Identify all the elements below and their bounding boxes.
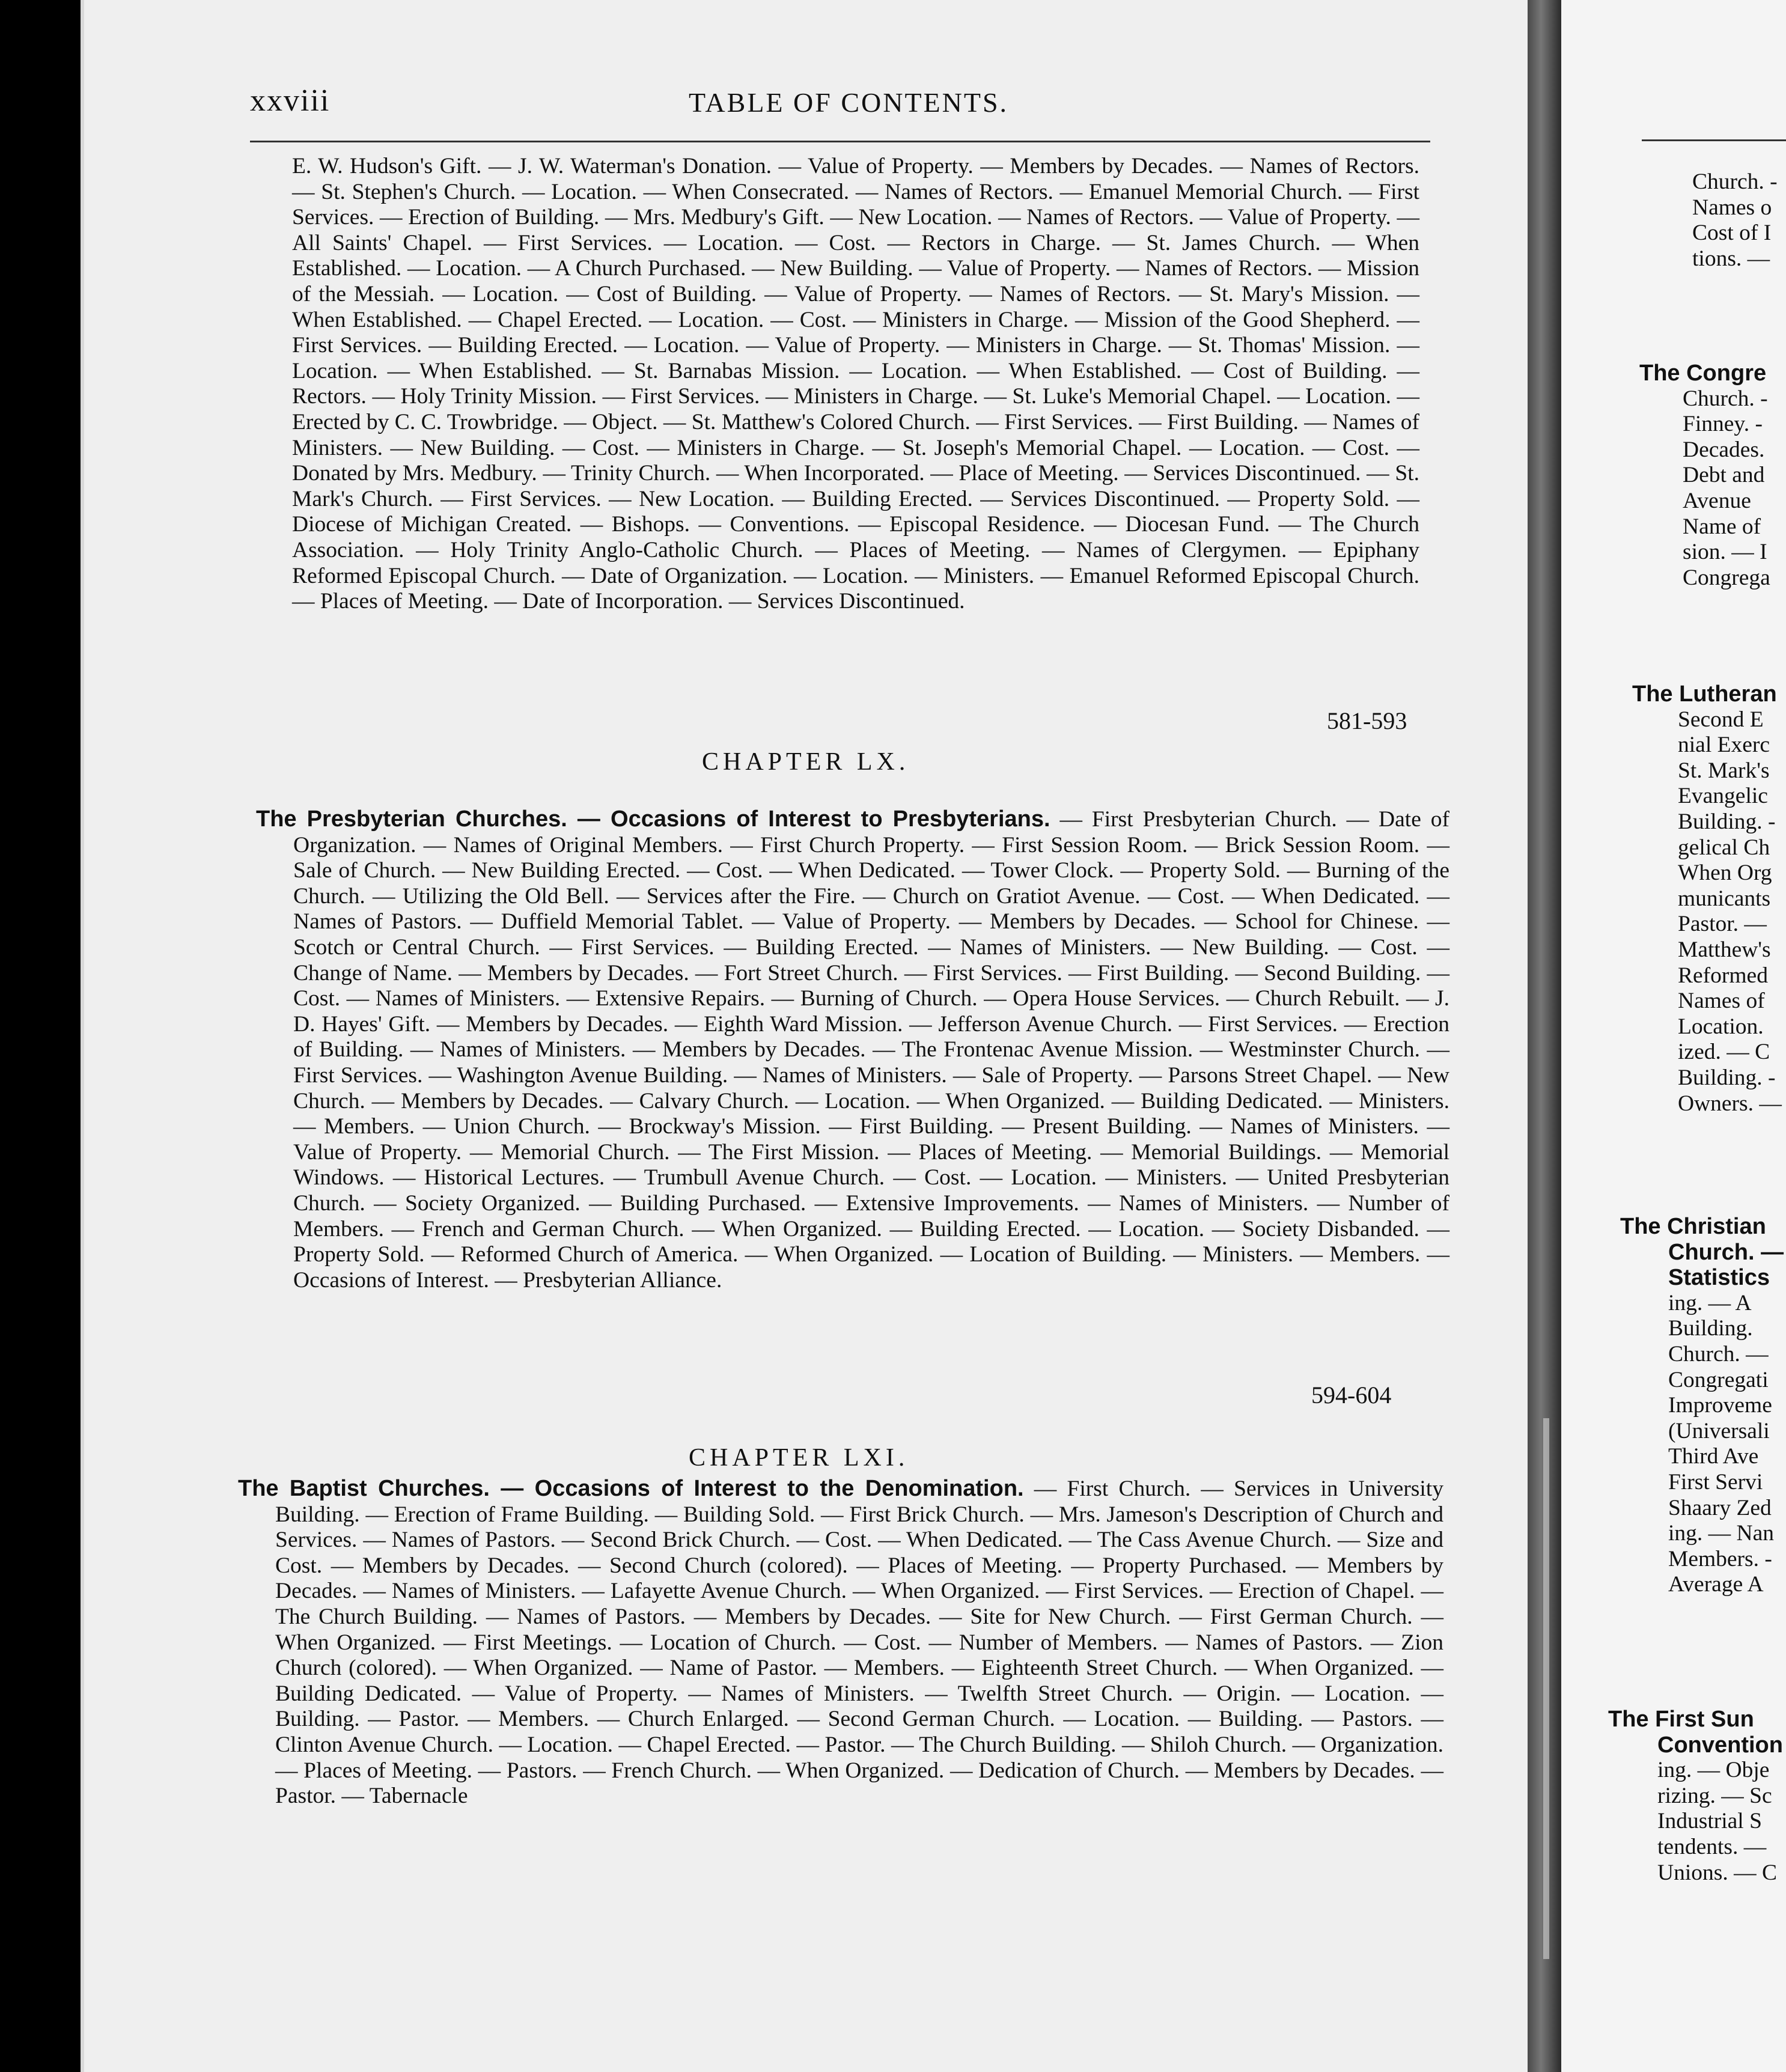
right-group-4-sub: Statistics: [1668, 1265, 1770, 1291]
right-line: Building. -: [1678, 1065, 1776, 1090]
right-line: Church. -: [1683, 386, 1768, 411]
right-line: Matthew's: [1678, 937, 1771, 962]
page-range-ch60: 594-604: [1311, 1382, 1392, 1409]
running-head: TABLE OF CONTENTS.: [689, 87, 1009, 118]
chapter-60-summary: [256, 806, 1449, 1293]
right-group-3-title: The Lutheran: [1632, 681, 1777, 707]
chapter-59-continuation: [292, 154, 1419, 615]
right-line: ing. — A: [1668, 1290, 1752, 1315]
right-line: St. Mark's: [1678, 758, 1770, 783]
right-line: Congrega: [1683, 565, 1770, 590]
page-header: [250, 83, 1430, 125]
right-line: Debt and: [1683, 463, 1765, 488]
right-group-5: [1608, 1707, 1783, 1886]
right-group-2-title: The Congre: [1639, 361, 1767, 386]
right-line: Church. —: [1668, 1341, 1769, 1367]
right-line: ing. — Obje: [1657, 1758, 1770, 1783]
right-line: tendents. —: [1657, 1834, 1767, 1859]
header-rule: [250, 141, 1430, 142]
right-line: Improveme: [1668, 1393, 1772, 1418]
page-edge-shadow: [1543, 1418, 1549, 1959]
page-number: xxviii: [250, 84, 331, 118]
right-line: rizing. — Sc: [1657, 1783, 1772, 1808]
right-header-rule: [1642, 139, 1786, 141]
right-line: Evangelic: [1678, 784, 1768, 809]
right-line: municants: [1678, 886, 1771, 911]
right-line: Reformed: [1678, 963, 1768, 988]
right-line: Shaary Zed: [1668, 1495, 1772, 1520]
chapter-61-heading: CHAPTER LXI.: [689, 1444, 909, 1472]
right-group-1: [1692, 169, 1778, 272]
chapter-61-title: The Baptist Churches. — Occasions of Interest to the Denomination.: [238, 1476, 1024, 1501]
right-line: Building.: [1668, 1316, 1753, 1341]
right-line: Average A: [1668, 1572, 1764, 1597]
right-line: Cost of I: [1692, 221, 1772, 246]
right-line: Industrial S: [1657, 1809, 1762, 1834]
right-line: Third Ave: [1668, 1444, 1759, 1469]
right-line: Finney. -: [1683, 412, 1763, 437]
continuation-text: E. W. Hudson's Gift. — J. W. Waterman's Donation. — Value of Property. — Members by Decades. — Names of Rectors. — St. Stephen's Church. — Location. — When Consecrated. — Names of Rectors. — Emanuel Memorial Church. — First Services. — Erection of Building. — Mrs. Medbury's Gift. — New Location. — Names of Rectors. — Value of Property. — All Saints' Chapel. — First Services. — Location. — Cost. — Rectors in Charge. — St. James Church. — When Established. — Location. — A Church Purchased. — New Building. — Value of Property. — Names of Rectors. — Mission of the Messiah. — Location. — Cost of Building. — Value of Property. — Names of Rectors. — St. Mary's Mission. — When Established. — Chapel Erected. — Location. — Cost. — Ministers in Charge. — Mission of the Good Shepherd. — First Services. — Building Erected. — Location. — Value of Property. — Ministers in Charge. — St. Thomas' Mission. — Location. — When Established. — St. Barnabas Mission. — Location. — When Established. — Cost of Building. — Rectors. — Holy Trinity Mission. — First Services. — Ministers in Charge. — St. Luke's Memorial Chapel. — Location. — Erected by C. C. Trowbridge. — Object. — St. Matthew's Colored Church. — First Services. — First Building. — Names of Ministers. — New Building. — Cost. — Ministers in Charge. — St. Joseph's Memorial Chapel. — Location. — Cost. — Donated by Mrs. Medbury. — Trinity Church. — When Incorporated. — Place of Meeting. — Services Discontinued. — St. Mark's Church. — First Services. — New Location. — Building Erected. — Services Discontinued. — Property Sold. — Diocese of Michigan Created. — Bishops. — Conventions. — Episcopal Residence. — Diocesan Fund. — The Church Association. — Holy Trinity Anglo-Catholic Church. — Places of Meeting. — Names of Clergymen. — Epiphany Reformed Episcopal Church. — Date of Organization. — Location. — Ministers. — Emanuel Reformed Episcopal Church. — Places of Meeting. — Date of Incorporation. — Services Discontinued.: [292, 154, 1419, 614]
right-line: ized. — C: [1678, 1040, 1770, 1065]
right-group-5-sub: Convention: [1657, 1732, 1783, 1758]
right-line: Church. -: [1692, 169, 1778, 194]
right-group-2: [1639, 361, 1770, 591]
right-group-4-sub: Church. —: [1668, 1239, 1784, 1265]
right-line: Names of: [1678, 989, 1765, 1014]
right-line: Location.: [1678, 1014, 1764, 1039]
chapter-60-title: The Presbyterian Churches. — Occasions of Interest to Presbyterians.: [256, 806, 1050, 832]
right-line: First Servi: [1668, 1469, 1763, 1495]
right-line: Members. -: [1668, 1546, 1772, 1571]
right-line: Unions. — C: [1657, 1860, 1777, 1885]
right-line: ing. — Nan: [1668, 1521, 1775, 1546]
right-line: Decades.: [1683, 437, 1765, 462]
right-line: gelical Ch: [1678, 835, 1770, 860]
right-group-4: [1620, 1214, 1784, 1598]
right-line: Building. -: [1678, 809, 1776, 834]
right-line: sion. — I: [1683, 540, 1767, 565]
right-line: nial Exerc: [1678, 733, 1770, 758]
right-line: tions. —: [1692, 246, 1770, 271]
right-line: Name of: [1683, 514, 1761, 539]
right-group-5-title: The First Sun: [1608, 1707, 1754, 1732]
right-line: Congregati: [1668, 1367, 1769, 1392]
right-group-4-title: The Christian: [1620, 1214, 1766, 1239]
right-line: (Universali: [1668, 1418, 1770, 1443]
right-line: Second E: [1678, 707, 1764, 732]
right-line: Avenue: [1683, 488, 1751, 513]
right-line: Pastor. —: [1678, 912, 1767, 937]
chapter-61-summary: [238, 1476, 1443, 1809]
chapter-61-text: — First Church. — Services in University Building. — Erection of Frame Building. — Building Sold. — First Brick Church. — Mrs. Jameson's Description of Church and Services. — Names of Pastors. — Second Brick Church. — Cost. — When Dedicated. — The Cass Avenue Church. — Size and Cost. — Members by Decades. — Second Church (colored). — Places of Meeting. — Property Purchased. — Members by Decades. — Names of Ministers. — Lafayette Avenue Church. — When Organized. — First Services. — Erection of Chapel. — The Church Building. — Names of Pastors. — Members by Decades. — Site for New Church. — First German Church. — When Organized. — First Meetings. — Location of Church. — Cost. — Number of Members. — Names of Pastors. — Zion Church (colored). — When Organized. — Name of Pastor. — Members. — Eighteenth Street Church. — When Organized. — Building Dedicated. — Value of Property. — Names of Ministers. — Twelfth Street Church. — Origin. — Location. — Building. — Pastor. — Members. — Church Enlarged. — Second German Church. — Location. — Building. — Pastors. — Clinton Avenue Church. — Location. — Chapel Erected. — Pastor. — The Church Building. — Shiloh Church. — Organization. — Places of Meeting. — Pastors. — French Church. — When Organized. — Dedication of Church. — Members by Decades. — Pastor. — Tabernacle: [275, 1476, 1443, 1809]
chapter-60-heading: CHAPTER LX.: [702, 748, 910, 776]
page-range-ch59: 581-593: [1327, 707, 1407, 734]
right-group-3: [1632, 681, 1782, 1117]
chapter-60-text: — First Presbyterian Church. — Date of Organization. — Names of Original Members. — First Church Property. — First Session Room. — Brick Session Room. — Sale of Church. — New Building Erected. — Cost. — When Dedicated. — Tower Clock. — Property Sold. — Burning of the Church. — Utilizing the Old Bell. — Services after the Fire. — Church on Gratiot Avenue. — Cost. — When Dedicated. — Names of Pastors. — Duffield Memorial Tablet. — Value of Property. — Members by Decades. — School for Chinese. — Scotch or Central Church. — First Services. — Building Erected. — Names of Ministers. — New Building. — Cost. — Change of Name. — Members by Decades. — Fort Street Church. — First Services. — First Building. — Second Building. — Cost. — Names of Ministers. — Extensive Repairs. — Burning of Church. — Opera House Services. — Church Rebuilt. — J. D. Hayes' Gift. — Members by Decades. — Eighth Ward Mission. — Jefferson Avenue Church. — First Services. — Erection of Building. — Names of Ministers. — Members by Decades. — The Frontenac Avenue Mission. — Westminster Church. — First Services. — Washington Avenue Building. — Names of Ministers. — Sale of Property. — Parsons Street Chapel. — New Church. — Members by Decades. — Calvary Church. — Location. — When Organized. — Building Dedicated. — Ministers. — Members. — Union Church. — Brockway's Mission. — First Building. — Present Building. — Names of Ministers. — Value of Property. — Memorial Church. — The First Mission. — Places of Meeting. — Memorial Buildings. — Memorial Windows. — Historical Lectures. — Trumbull Avenue Church. — Cost. — Location. — Ministers. — United Presbyterian Church. — Society Organized. — Building Purchased. — Extensive Improvements. — Names of Ministers. — Number of Members. — French and German Church. — When Organized. — Building Erected. — Location. — Society Disbanded. — Property Sold. — Reformed Church of America. — When Organized. — Location of Building. — Ministers. — Members. — Occasions of Interest. — Presbyterian Alliance.: [293, 807, 1449, 1293]
right-line: When Org: [1678, 861, 1772, 886]
right-line: Owners. —: [1678, 1091, 1782, 1116]
right-line: Names o: [1692, 195, 1772, 220]
